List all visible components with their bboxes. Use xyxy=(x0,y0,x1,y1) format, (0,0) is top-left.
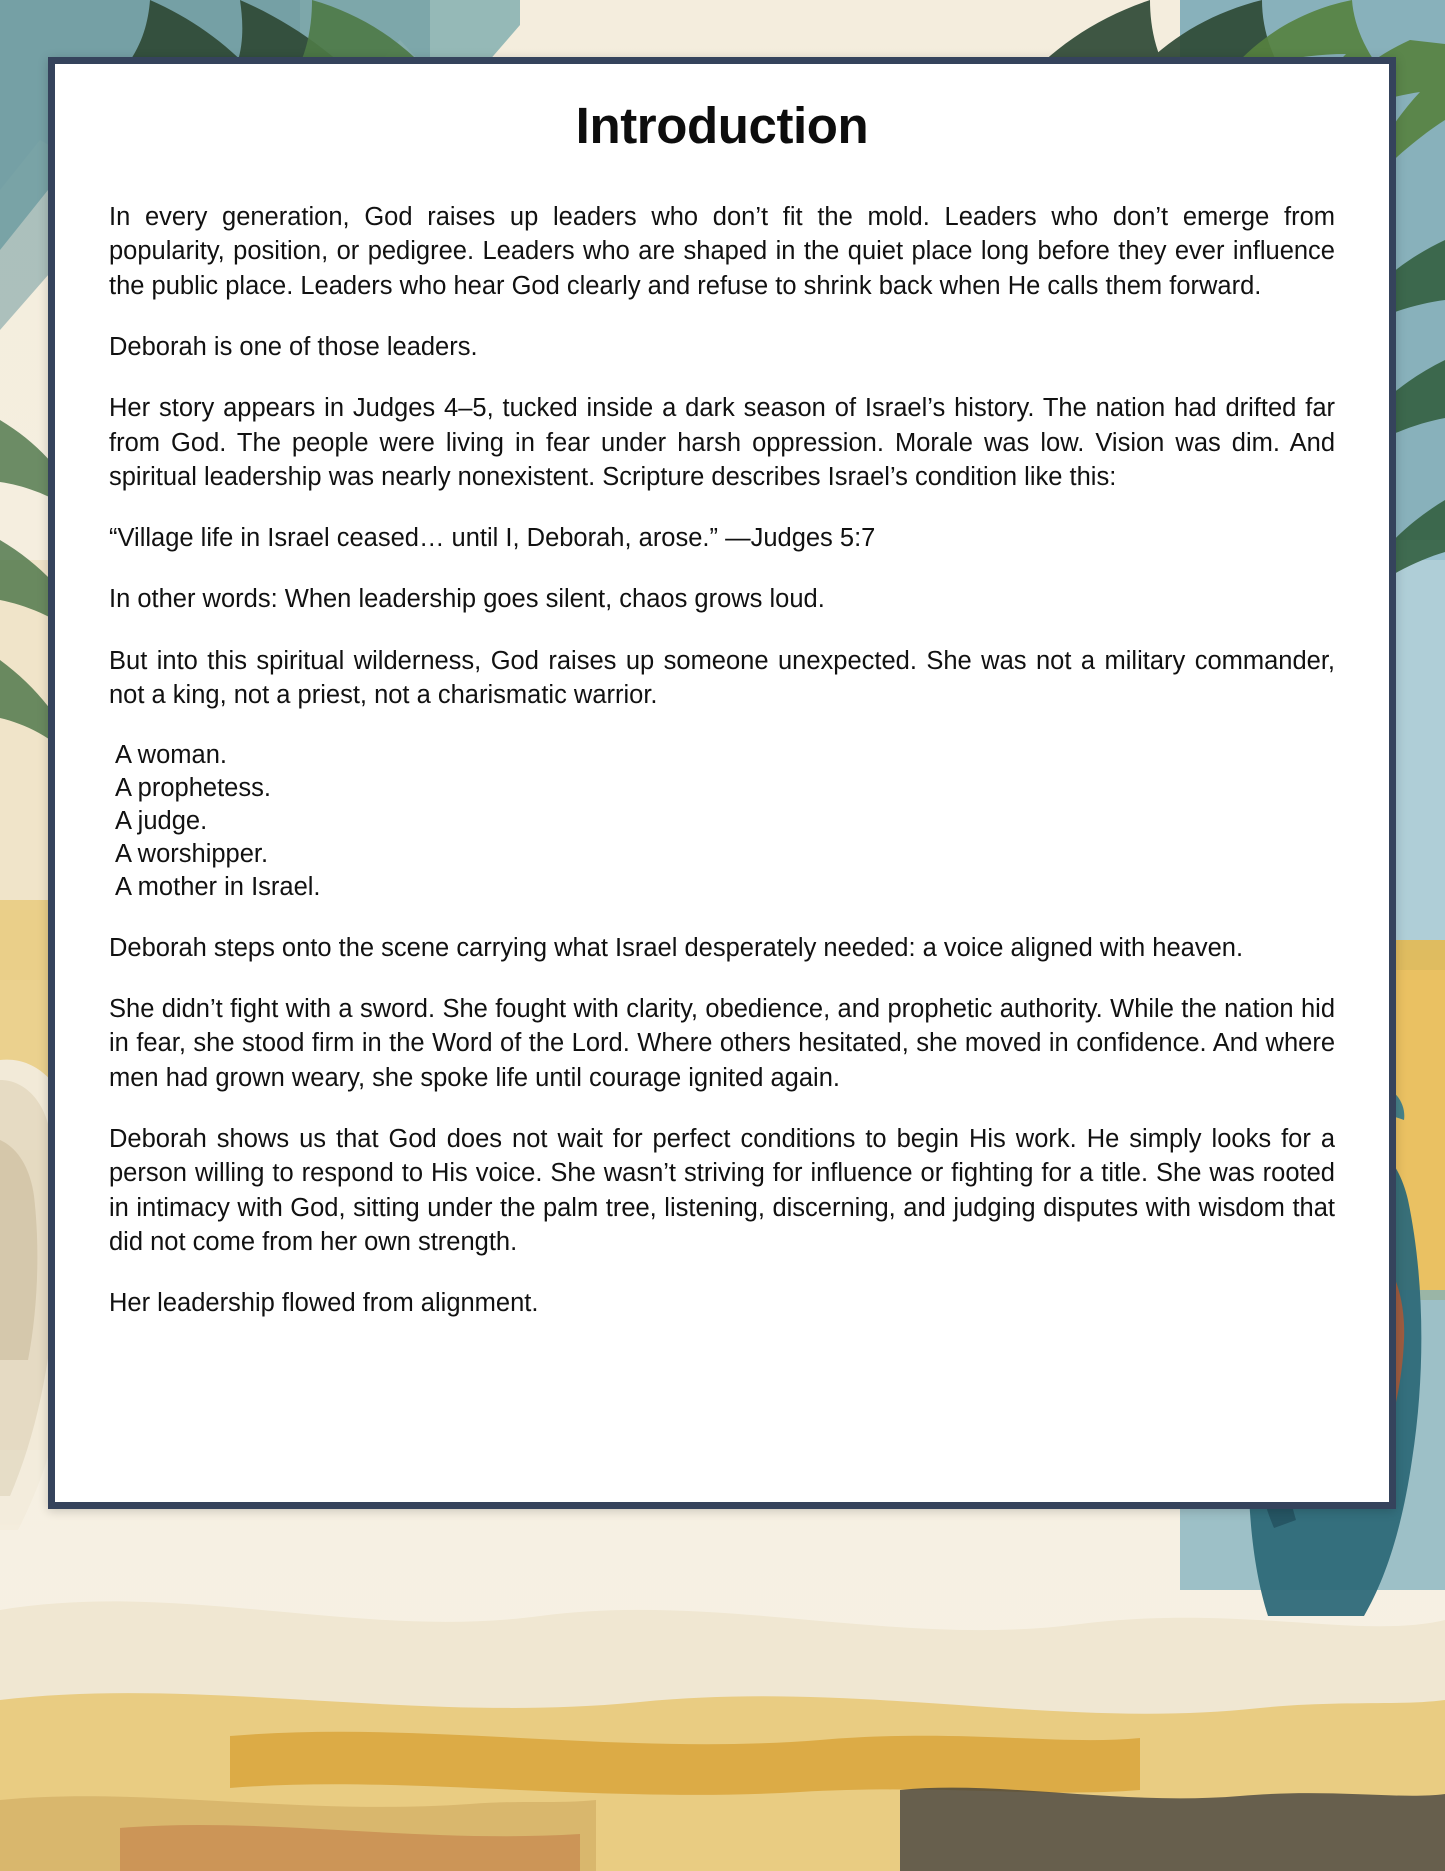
paragraph-god-does-not-wait: Deborah shows us that God does not wait for perfect conditions to begin His work. He simply looks for a person willing to respond to His voice. She wasn’t striving for influence or fighting for a title. She was rooted in intimacy with God, sitting under the palm tree, listening, discerning, and judging disputes with wisdom that did not come from her own strength. xyxy=(109,1125,1335,1256)
body-content xyxy=(109,200,1335,1320)
content-card xyxy=(48,57,1396,1509)
page-title: Introduction xyxy=(575,98,869,154)
paragraph-intro: In every generation, God raises up leaders who don’t fit the mold. Leaders who don’t emerge from popularity, position, or pedigree. Leaders who are shaped in the quiet place long before they ever influence the public place. Leaders who hear God clearly and refuse to shrink back when He calls them forward. xyxy=(109,203,1335,300)
identity-list xyxy=(109,739,1335,903)
paragraph-in-other-words: In other words: When leadership goes silent, chaos grows loud. xyxy=(109,585,825,614)
paragraph-leadership-alignment: Her leadership flowed from alignment. xyxy=(109,1289,539,1318)
scripture-quote: “Village life in Israel ceased… until I, Deborah, arose.” —Judges 5:7 xyxy=(109,524,876,553)
paragraph-but-into-wilderness: But into this spiritual wilderness, God raises up someone unexpected. She was not a military commander, not a king, not a priest, not a charismatic warrior. xyxy=(109,646,1335,710)
paragraph-deborah-is-one: Deborah is one of those leaders. xyxy=(109,332,478,361)
list-item: A mother in Israel. xyxy=(115,872,321,901)
paragraph-her-story: Her story appears in Judges 4–5, tucked inside a dark season of Israel’s history. The nation had drifted far from God. The people were living in fear under harsh oppression. Morale was low. Vision was dim. And spiritual leadership was nearly nonexistent. Scripture describes Israel’s condition like this: xyxy=(109,394,1335,491)
paragraph-steps-onto-scene: Deborah steps onto the scene carrying what Israel desperately needed: a voice aligned with heaven. xyxy=(109,933,1244,962)
paragraph-didnt-fight-with-sword: She didn’t fight with a sword. She fought with clarity, obedience, and prophetic authority. While the nation hid in fear, she stood firm in the Word of the Lord. Where others hesitated, she moved in confidence. And where men had grown weary, she spoke life until courage ignited again. xyxy=(109,995,1335,1092)
list-item: A judge. xyxy=(115,807,208,836)
list-item: A woman. xyxy=(115,741,227,770)
list-item: A worshipper. xyxy=(115,840,269,869)
content-card-inner xyxy=(109,98,1335,1492)
list-item: A prophetess. xyxy=(115,774,271,803)
